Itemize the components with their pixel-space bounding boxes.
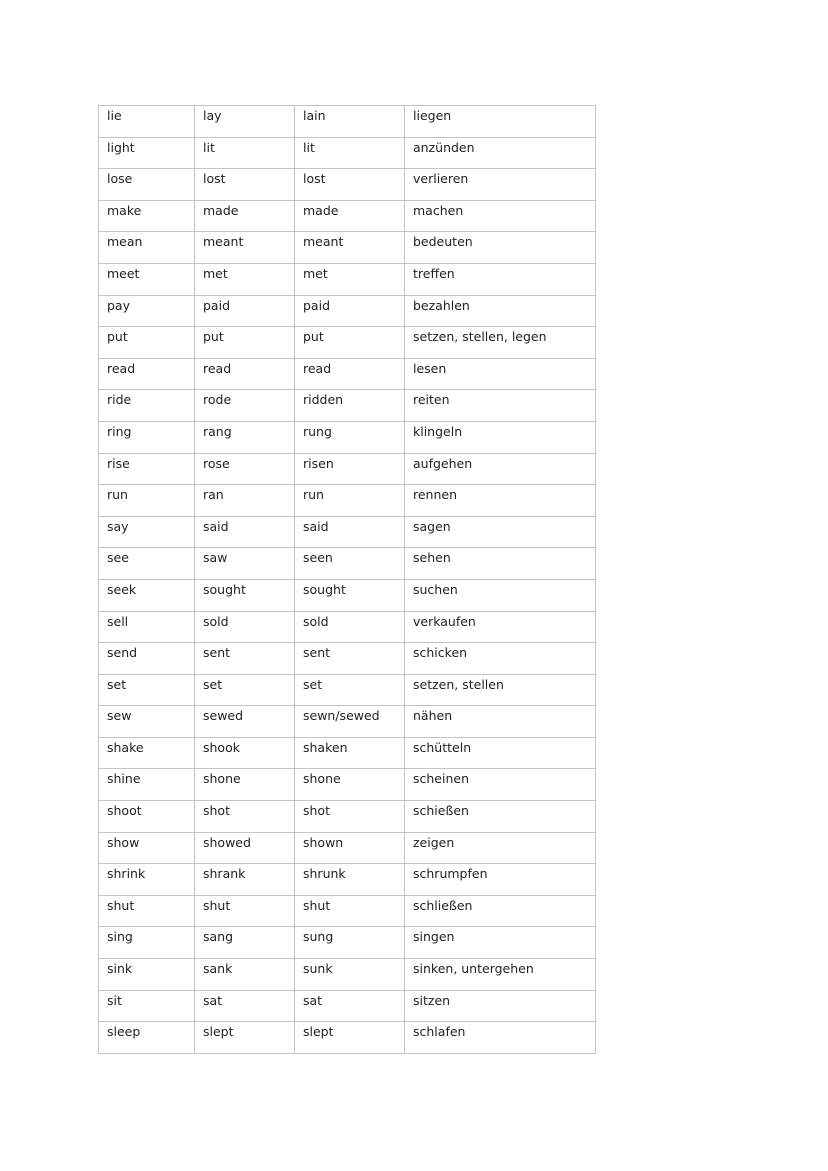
table-cell-past-participle (295, 927, 405, 959)
cell-text: paid (203, 297, 231, 313)
table-cell-simple-past (195, 579, 295, 611)
cell-text: schrumpfen (413, 866, 488, 882)
table-row (99, 548, 596, 580)
table-cell-infinitive (99, 959, 195, 991)
cell-text: risen (303, 455, 334, 471)
table-cell-german-translation (405, 548, 596, 580)
table-row (99, 611, 596, 643)
cell-text: klingeln (413, 423, 463, 439)
cell-text: sinken, untergehen (413, 961, 534, 977)
table-cell-simple-past (195, 706, 295, 738)
table-cell-german-translation (405, 200, 596, 232)
cell-text: put (107, 329, 128, 345)
cell-text: sagen (413, 518, 451, 534)
irregular-verbs-table (98, 105, 596, 1054)
table-cell-german-translation (405, 801, 596, 833)
table-cell-past-participle (295, 358, 405, 390)
cell-text: shut (107, 897, 135, 913)
table-row (99, 674, 596, 706)
table-cell-simple-past (195, 295, 295, 327)
cell-text: slept (303, 1024, 334, 1040)
table-cell-german-translation (405, 1022, 596, 1054)
table-cell-german-translation (405, 674, 596, 706)
cell-text: send (107, 645, 138, 661)
table-cell-infinitive (99, 801, 195, 833)
cell-text: read (107, 360, 136, 376)
cell-text: sewn/sewed (303, 708, 380, 724)
cell-text: read (203, 360, 232, 376)
table-cell-german-translation (405, 137, 596, 169)
cell-text: rode (203, 392, 232, 408)
cell-text: sought (303, 581, 346, 597)
table-row (99, 516, 596, 548)
cell-text: shot (303, 803, 330, 819)
cell-text: made (303, 202, 339, 218)
cell-text: put (203, 329, 224, 345)
cell-text: sing (107, 929, 133, 945)
cell-text: singen (413, 929, 455, 945)
cell-text: showed (203, 834, 251, 850)
cell-text: schlafen (413, 1024, 466, 1040)
cell-text: sought (203, 581, 246, 597)
table-cell-past-participle (295, 579, 405, 611)
cell-text: sat (203, 992, 223, 1008)
table-cell-simple-past (195, 327, 295, 359)
cell-text: lain (303, 108, 326, 123)
cell-text: said (203, 518, 229, 534)
cell-text: sunk (303, 961, 333, 977)
table-cell-infinitive (99, 737, 195, 769)
cell-text: met (303, 265, 328, 281)
table-cell-past-participle (295, 232, 405, 264)
cell-text: meant (203, 234, 244, 250)
table-cell-german-translation (405, 358, 596, 390)
table-cell-infinitive (99, 927, 195, 959)
cell-text: shaken (303, 739, 348, 755)
table-cell-past-participle (295, 959, 405, 991)
cell-text: sink (107, 961, 133, 977)
table-cell-simple-past (195, 737, 295, 769)
table-cell-infinitive (99, 327, 195, 359)
cell-text: lesen (413, 360, 447, 376)
cell-text: schließen (413, 897, 473, 913)
table-cell-german-translation (405, 106, 596, 138)
cell-text: sank (203, 961, 233, 977)
cell-text: sell (107, 613, 129, 629)
cell-text: met (203, 265, 228, 281)
table-row (99, 263, 596, 295)
table-cell-past-participle (295, 611, 405, 643)
table-cell-infinitive (99, 358, 195, 390)
table-cell-german-translation (405, 895, 596, 927)
table-cell-simple-past (195, 927, 295, 959)
cell-text: set (203, 676, 223, 692)
table-cell-german-translation (405, 959, 596, 991)
cell-text: ridden (303, 392, 344, 408)
cell-text: shrank (203, 866, 246, 882)
cell-text: sehen (413, 550, 451, 566)
table-cell-past-participle (295, 801, 405, 833)
cell-text: sang (203, 929, 234, 945)
table-row (99, 421, 596, 453)
cell-text: sung (303, 929, 334, 945)
table-cell-past-participle (295, 453, 405, 485)
table-cell-simple-past (195, 548, 295, 580)
cell-text: ride (107, 392, 132, 408)
table-row (99, 232, 596, 264)
table-cell-past-participle (295, 674, 405, 706)
table-cell-infinitive (99, 674, 195, 706)
cell-text: sitzen (413, 992, 451, 1008)
table-cell-simple-past (195, 516, 295, 548)
table-row (99, 485, 596, 517)
table-cell-past-participle (295, 769, 405, 801)
table-cell-past-participle (295, 516, 405, 548)
table-cell-past-participle (295, 263, 405, 295)
table-cell-infinitive (99, 137, 195, 169)
table-cell-simple-past (195, 990, 295, 1022)
table-row (99, 390, 596, 422)
cell-text: bedeuten (413, 234, 473, 250)
cell-text: shrink (107, 866, 146, 882)
cell-text: say (107, 518, 129, 534)
cell-text: lost (303, 171, 326, 187)
table-cell-simple-past (195, 106, 295, 138)
table-cell-infinitive (99, 832, 195, 864)
table-cell-past-participle (295, 137, 405, 169)
cell-text: read (303, 360, 332, 376)
table-cell-infinitive (99, 643, 195, 675)
cell-text: lost (203, 171, 226, 187)
cell-text: lose (107, 171, 133, 187)
cell-text: meet (107, 265, 140, 281)
table-row (99, 864, 596, 896)
cell-text: make (107, 202, 142, 218)
cell-text: meant (303, 234, 344, 250)
cell-text: sewed (203, 708, 244, 724)
table-cell-infinitive (99, 295, 195, 327)
table-cell-german-translation (405, 295, 596, 327)
cell-text: shown (303, 834, 344, 850)
table-cell-past-participle (295, 737, 405, 769)
table-row (99, 453, 596, 485)
cell-text: scheinen (413, 771, 470, 787)
verbs-table-body (99, 106, 596, 1054)
table-row (99, 295, 596, 327)
table-cell-german-translation (405, 327, 596, 359)
table-cell-german-translation (405, 990, 596, 1022)
cell-text: rennen (413, 487, 458, 503)
cell-text: verlieren (413, 171, 469, 187)
table-cell-german-translation (405, 516, 596, 548)
table-cell-infinitive (99, 485, 195, 517)
table-cell-past-participle (295, 1022, 405, 1054)
table-cell-past-participle (295, 485, 405, 517)
cell-text: lie (107, 108, 122, 123)
table-cell-german-translation (405, 927, 596, 959)
cell-text: shine (107, 771, 141, 787)
table-cell-german-translation (405, 737, 596, 769)
table-cell-simple-past (195, 390, 295, 422)
cell-text: sit (107, 992, 122, 1008)
table-cell-past-participle (295, 895, 405, 927)
table-cell-simple-past (195, 200, 295, 232)
cell-text: said (303, 518, 329, 534)
table-cell-simple-past (195, 421, 295, 453)
cell-text: set (107, 676, 127, 692)
table-cell-infinitive (99, 611, 195, 643)
table-cell-german-translation (405, 864, 596, 896)
table-row (99, 643, 596, 675)
cell-text: zeigen (413, 834, 455, 850)
cell-text: schütteln (413, 739, 472, 755)
table-cell-german-translation (405, 390, 596, 422)
table-cell-infinitive (99, 516, 195, 548)
cell-text: shrunk (303, 866, 346, 882)
cell-text: setzen, stellen (413, 676, 504, 692)
table-cell-simple-past (195, 358, 295, 390)
cell-text: reiten (413, 392, 450, 408)
table-row (99, 327, 596, 359)
table-row (99, 358, 596, 390)
table-row (99, 137, 596, 169)
table-cell-simple-past (195, 801, 295, 833)
table-cell-past-participle (295, 548, 405, 580)
table-cell-german-translation (405, 485, 596, 517)
cell-text: rise (107, 455, 130, 471)
cell-text: mean (107, 234, 143, 250)
table-cell-german-translation (405, 643, 596, 675)
table-row (99, 801, 596, 833)
table-cell-simple-past (195, 769, 295, 801)
cell-text: light (107, 139, 135, 155)
table-cell-past-participle (295, 643, 405, 675)
table-cell-german-translation (405, 232, 596, 264)
table-cell-german-translation (405, 706, 596, 738)
table-cell-infinitive (99, 864, 195, 896)
cell-text: run (303, 487, 324, 503)
table-cell-past-participle (295, 421, 405, 453)
table-cell-past-participle (295, 169, 405, 201)
table-cell-past-participle (295, 990, 405, 1022)
cell-text: schießen (413, 803, 469, 819)
table-cell-german-translation (405, 169, 596, 201)
cell-text: slept (203, 1024, 234, 1040)
table-row (99, 990, 596, 1022)
cell-text: pay (107, 297, 130, 313)
table-cell-german-translation (405, 579, 596, 611)
table-cell-past-participle (295, 327, 405, 359)
table-cell-past-participle (295, 832, 405, 864)
cell-text: sold (203, 613, 229, 629)
cell-text: liegen (413, 108, 452, 123)
cell-text: verkaufen (413, 613, 476, 629)
table-cell-infinitive (99, 579, 195, 611)
table-cell-simple-past (195, 263, 295, 295)
cell-text: sent (203, 645, 231, 661)
table-row (99, 200, 596, 232)
table-cell-simple-past (195, 895, 295, 927)
cell-text: run (107, 487, 128, 503)
table-cell-simple-past (195, 611, 295, 643)
cell-text: lit (203, 139, 215, 155)
cell-text: setzen, stellen, legen (413, 329, 547, 345)
table-cell-simple-past (195, 959, 295, 991)
cell-text: ring (107, 423, 132, 439)
cell-text: sold (303, 613, 329, 629)
table-cell-simple-past (195, 1022, 295, 1054)
table-row (99, 106, 596, 138)
table-cell-infinitive (99, 169, 195, 201)
table-cell-infinitive (99, 390, 195, 422)
table-cell-simple-past (195, 453, 295, 485)
cell-text: rose (203, 455, 230, 471)
cell-text: paid (303, 297, 331, 313)
cell-text: lit (303, 139, 315, 155)
table-cell-infinitive (99, 200, 195, 232)
cell-text: sew (107, 708, 132, 724)
table-cell-infinitive (99, 895, 195, 927)
table-cell-past-participle (295, 200, 405, 232)
table-row (99, 1022, 596, 1054)
table-cell-german-translation (405, 421, 596, 453)
table-cell-infinitive (99, 453, 195, 485)
cell-text: ran (203, 487, 224, 503)
table-cell-simple-past (195, 232, 295, 264)
table-cell-simple-past (195, 674, 295, 706)
table-cell-simple-past (195, 832, 295, 864)
cell-text: made (203, 202, 239, 218)
table-row (99, 895, 596, 927)
table-cell-infinitive (99, 706, 195, 738)
table-cell-past-participle (295, 864, 405, 896)
cell-text: lay (203, 108, 222, 123)
cell-text: schicken (413, 645, 468, 661)
cell-text: seek (107, 581, 137, 597)
cell-text: shone (203, 771, 241, 787)
table-cell-past-participle (295, 390, 405, 422)
cell-text: put (303, 329, 324, 345)
table-row (99, 769, 596, 801)
table-cell-infinitive (99, 232, 195, 264)
cell-text: aufgehen (413, 455, 473, 471)
cell-text: shut (303, 897, 331, 913)
table-cell-german-translation (405, 453, 596, 485)
cell-text: shoot (107, 803, 142, 819)
cell-text: saw (203, 550, 228, 566)
table-cell-infinitive (99, 263, 195, 295)
cell-text: set (303, 676, 323, 692)
table-row (99, 927, 596, 959)
table-cell-infinitive (99, 1022, 195, 1054)
table-cell-past-participle (295, 106, 405, 138)
cell-text: suchen (413, 581, 458, 597)
table-cell-simple-past (195, 643, 295, 675)
cell-text: nähen (413, 708, 453, 724)
cell-text: show (107, 834, 140, 850)
cell-text: rang (203, 423, 232, 439)
table-row (99, 579, 596, 611)
table-row (99, 706, 596, 738)
table-cell-past-participle (295, 706, 405, 738)
cell-text: bezahlen (413, 297, 470, 313)
cell-text: machen (413, 202, 464, 218)
cell-text: sent (303, 645, 331, 661)
table-cell-german-translation (405, 832, 596, 864)
table-cell-past-participle (295, 295, 405, 327)
cell-text: sat (303, 992, 323, 1008)
table-row (99, 959, 596, 991)
cell-text: see (107, 550, 129, 566)
table-cell-infinitive (99, 106, 195, 138)
table-cell-german-translation (405, 769, 596, 801)
cell-text: sleep (107, 1024, 141, 1040)
table-row (99, 832, 596, 864)
table-row (99, 737, 596, 769)
table-cell-simple-past (195, 864, 295, 896)
table-cell-german-translation (405, 263, 596, 295)
cell-text: shut (203, 897, 231, 913)
cell-text: anzünden (413, 139, 475, 155)
cell-text: treffen (413, 265, 455, 281)
table-cell-infinitive (99, 769, 195, 801)
table-cell-simple-past (195, 137, 295, 169)
cell-text: shone (303, 771, 341, 787)
cell-text: shake (107, 739, 144, 755)
table-cell-german-translation (405, 611, 596, 643)
table-cell-infinitive (99, 990, 195, 1022)
cell-text: rung (303, 423, 332, 439)
table-row (99, 169, 596, 201)
table-cell-simple-past (195, 169, 295, 201)
cell-text: shook (203, 739, 240, 755)
table-cell-simple-past (195, 485, 295, 517)
table-cell-infinitive (99, 548, 195, 580)
table-cell-infinitive (99, 421, 195, 453)
cell-text: shot (203, 803, 230, 819)
cell-text: seen (303, 550, 333, 566)
